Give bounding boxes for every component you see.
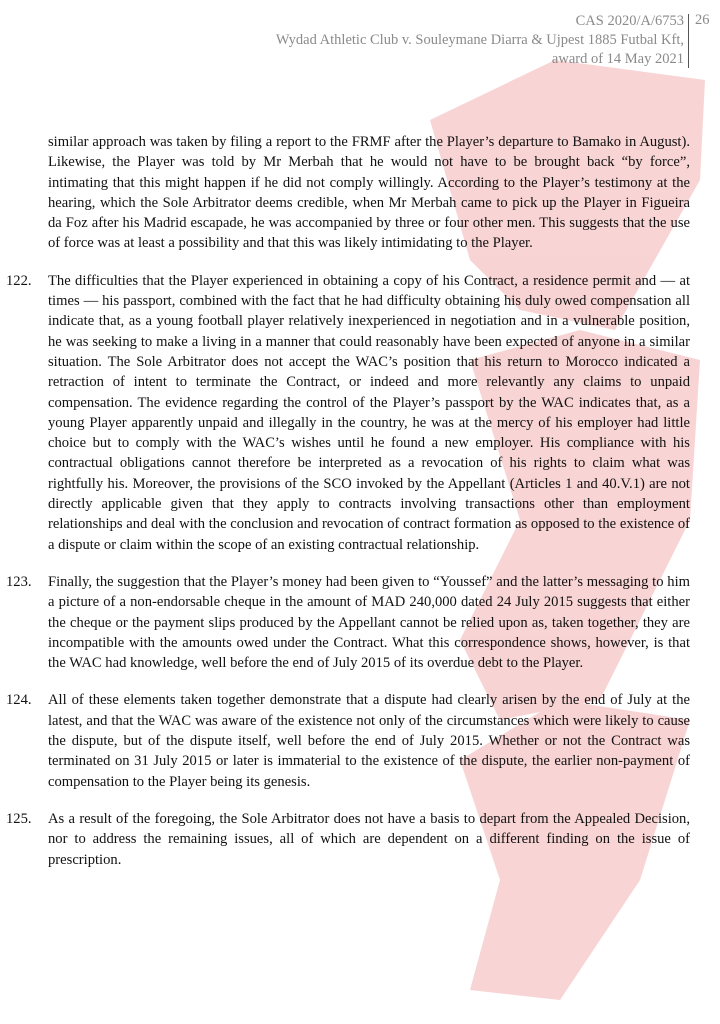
paragraph-124 (6, 690, 690, 791)
paragraph-123 (6, 572, 690, 673)
page-header (276, 12, 684, 69)
page-number: 26 (695, 12, 710, 28)
header-divider (688, 14, 689, 68)
award-date: award of 14 May 2021 (551, 51, 684, 67)
case-parties: Wydad Athletic Club v. Souleymane Diarra & Ujpest 1885 Futbal Kft, (275, 32, 684, 48)
paragraph-number: 122. (6, 272, 32, 289)
paragraph-text: As a result of the foregoing, the Sole Arbitrator does not have a basis to depart from the Appealed Decision, nor to address the remaining issues, all of which are dependent on a different finding on the issue of prescription. (48, 810, 690, 868)
paragraph-number: 124. (6, 692, 32, 709)
paragraph-text: The difficulties that the Player experienced in obtaining a copy of his Contract, a residence permit and — at times — his passport, combined with the fact that he had difficulty obtaining his duly owed compensation all indicate that, as a young football player relatively inexperienced in negotiation and in a vulnerable position, he was seeking to make a living in a manner that could reasonably have been expected of anyone in a similar situation. The Sole Arbitrator does not accept the WAC’s position that his return to Morocco indicated a retraction of intent to terminate the Contract, or indeed and more relevantly any claims to unpaid compensation. The evidence regarding the control of the Player’s passport by the WAC indicates that, as a young Player apparently unpaid and illegally in the country, he was at the mercy of his employer had little choice but to comply with the WAC’s wishes until he found a new employer. His compliance with his contractual obligations cannot therefore be interpreted as a revocation of his rights to claim what was rightfully his. Moreover, the provisions of the SCO invoked by the Appellant (Articles 1 and 40.V.1) are not directly applicable given that they apply to contracts involving transactions other than employment relationships and deal with the conclusion and revocation of contract formation as opposed to the existence of a dispute or claim within the scope of an existing contractual relationship. (48, 272, 690, 553)
paragraph-125 (6, 809, 690, 870)
case-number: CAS 2020/A/6753 (575, 13, 684, 29)
continuation-paragraph: similar approach was taken by filing a report to the FRMF after the Player’s departure to Bamako in August). Likewise, the Player was told by Mr Merbah that he would not have to be brought back “by force”, intimating that this might happen if he did not comply willingly. According to the Player’s testimony at the hearing, which the Sole Arbitrator deems credible, when Mr Merbah came to pick up the Player in Figueira da Foz after his Madrid escapade, he was accompanied by three or four other men. This suggests that the use of force was at least a possibility and that this was likely intimidating to the Player. (48, 134, 690, 252)
paragraph-number: 125. (6, 810, 32, 827)
paragraph-number: 123. (6, 573, 32, 590)
paragraph-text: All of these elements taken together demonstrate that a dispute had clearly arisen by the end of July at the latest, and that the WAC was aware of the existence not only of the circumstances which were likely to cause the dispute, but of the dispute itself, well before the end of July 2015. Whether or not the Contract was terminated on 31 July 2015 or later is immaterial to the existence of the dispute, the earlier non-payment of compensation to the Player being its genesis. (48, 692, 690, 790)
paragraph-122 (6, 271, 690, 555)
document-body (6, 132, 690, 887)
paragraph-text: Finally, the suggestion that the Player’s money had been given to “Youssef” and the latter’s messaging to him a picture of a non-endorsable cheque in the amount of MAD 240,000 dated 24 July 2015 suggests that either the cheque or the payment slips produced by the Appellant cannot be relied upon as, taken together, they are incompatible with the amounts owed under the Contract. What this correspondence shows, however, is that the WAC had knowledge, well before the end of July 2015 of its overdue debt to the Player. (48, 573, 690, 672)
